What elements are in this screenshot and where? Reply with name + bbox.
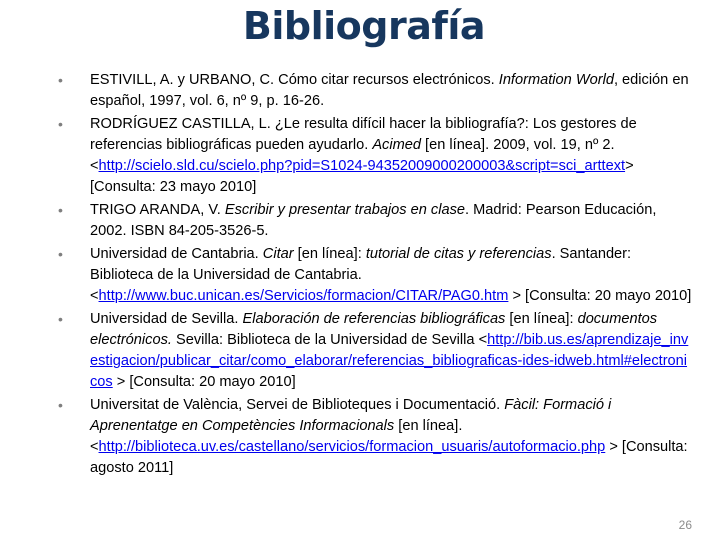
reference-italic: Fàcil: Formació i Aprenentatge en Competències Informacionals bbox=[90, 397, 612, 434]
reference-item-cantabria bbox=[0, 244, 728, 307]
reference-italic: Acimed bbox=[372, 137, 421, 153]
reference-text: TRIGO ARANDA, V. bbox=[90, 202, 225, 218]
reference-italic: Citar bbox=[262, 246, 294, 262]
reference-text: > [Consulta: 20 mayo 2010] bbox=[112, 374, 296, 390]
reference-item-estivill bbox=[0, 70, 728, 112]
reference-text: RODRÍGUEZ CASTILLA, L. ¿Le resulta difícil hacer la bibliografía?: Los gestores de referencias bibliográficas pueden ayudarlo. bbox=[90, 116, 637, 153]
bullet-icon: • bbox=[58, 397, 63, 413]
bullet-icon: • bbox=[58, 311, 63, 327]
page-number: 26 bbox=[678, 518, 692, 532]
reference-italic: tutorial de citas y referencias bbox=[365, 246, 552, 262]
bullet-icon: • bbox=[58, 116, 63, 132]
reference-text: [en línea]. < bbox=[90, 418, 463, 455]
reference-text: Sevilla: Biblioteca de la Universidad de Sevilla < bbox=[171, 332, 488, 348]
reference-link-uv[interactable]: http://biblioteca.uv.es/castellano/servicios/formacion_usuaris/autoformacio.php bbox=[98, 439, 606, 455]
reference-text: > [Consulta: agosto 2011] bbox=[90, 439, 688, 476]
reference-text: Universidad de Sevilla. bbox=[90, 311, 243, 327]
reference-link-unican[interactable]: http://www.buc.unican.es/Servicios/formacion/CITAR/PAG0.htm bbox=[98, 288, 509, 304]
reference-item-trigo bbox=[0, 200, 728, 242]
reference-text: > [Consulta: 20 mayo 2010] bbox=[508, 288, 692, 304]
reference-item-valencia bbox=[0, 395, 728, 479]
slide-title: Bibliografía bbox=[242, 4, 486, 48]
reference-text: [en línea]: bbox=[505, 311, 578, 327]
reference-text: [en línea]: bbox=[293, 246, 366, 262]
reference-text: Universidad de Cantabria. bbox=[90, 246, 263, 262]
reference-text: [en línea]. 2009, vol. 19, nº 2. < bbox=[90, 137, 615, 174]
reference-italic: Information World bbox=[498, 72, 614, 88]
reference-list bbox=[0, 70, 728, 481]
reference-link-us[interactable]: http://bib.us.es/aprendizaje_investigacion/publicar_citar/como_elaborar/referencias_bibliograficas-ides-idweb.html#electronicos bbox=[90, 332, 689, 390]
reference-item-rodriguez bbox=[0, 114, 728, 198]
bullet-icon: • bbox=[58, 246, 63, 262]
bullet-icon: • bbox=[58, 202, 63, 218]
reference-text: . Madrid: Pearson Educación, 2002. ISBN 84-205-3526-5. bbox=[90, 202, 657, 239]
reference-text: , edición en español, 1997, vol. 6, nº 9, p. 16-26. bbox=[90, 72, 689, 109]
bullet-icon: • bbox=[58, 72, 63, 88]
reference-italic: Escribir y presentar trabajos en clase bbox=[224, 202, 465, 218]
reference-text: > [Consulta: 23 mayo 2010] bbox=[90, 158, 634, 195]
reference-text: ESTIVILL, A. y URBANO, C. Cómo citar recursos electrónicos. bbox=[90, 72, 499, 88]
reference-text: . Santander: Biblioteca de la Universidad de Cantabria. < bbox=[90, 246, 632, 304]
reference-item-sevilla bbox=[0, 309, 728, 393]
reference-italic: Elaboración de referencias bibliográficas bbox=[242, 311, 506, 327]
reference-link-scielo[interactable]: http://scielo.sld.cu/scielo.php?pid=S1024-94352009000200003&script=sci_arttext bbox=[98, 158, 626, 174]
reference-italic: documentos electrónicos. bbox=[90, 311, 658, 348]
reference-text: Universitat de València, Servei de Biblioteques i Documentació. bbox=[90, 397, 505, 413]
